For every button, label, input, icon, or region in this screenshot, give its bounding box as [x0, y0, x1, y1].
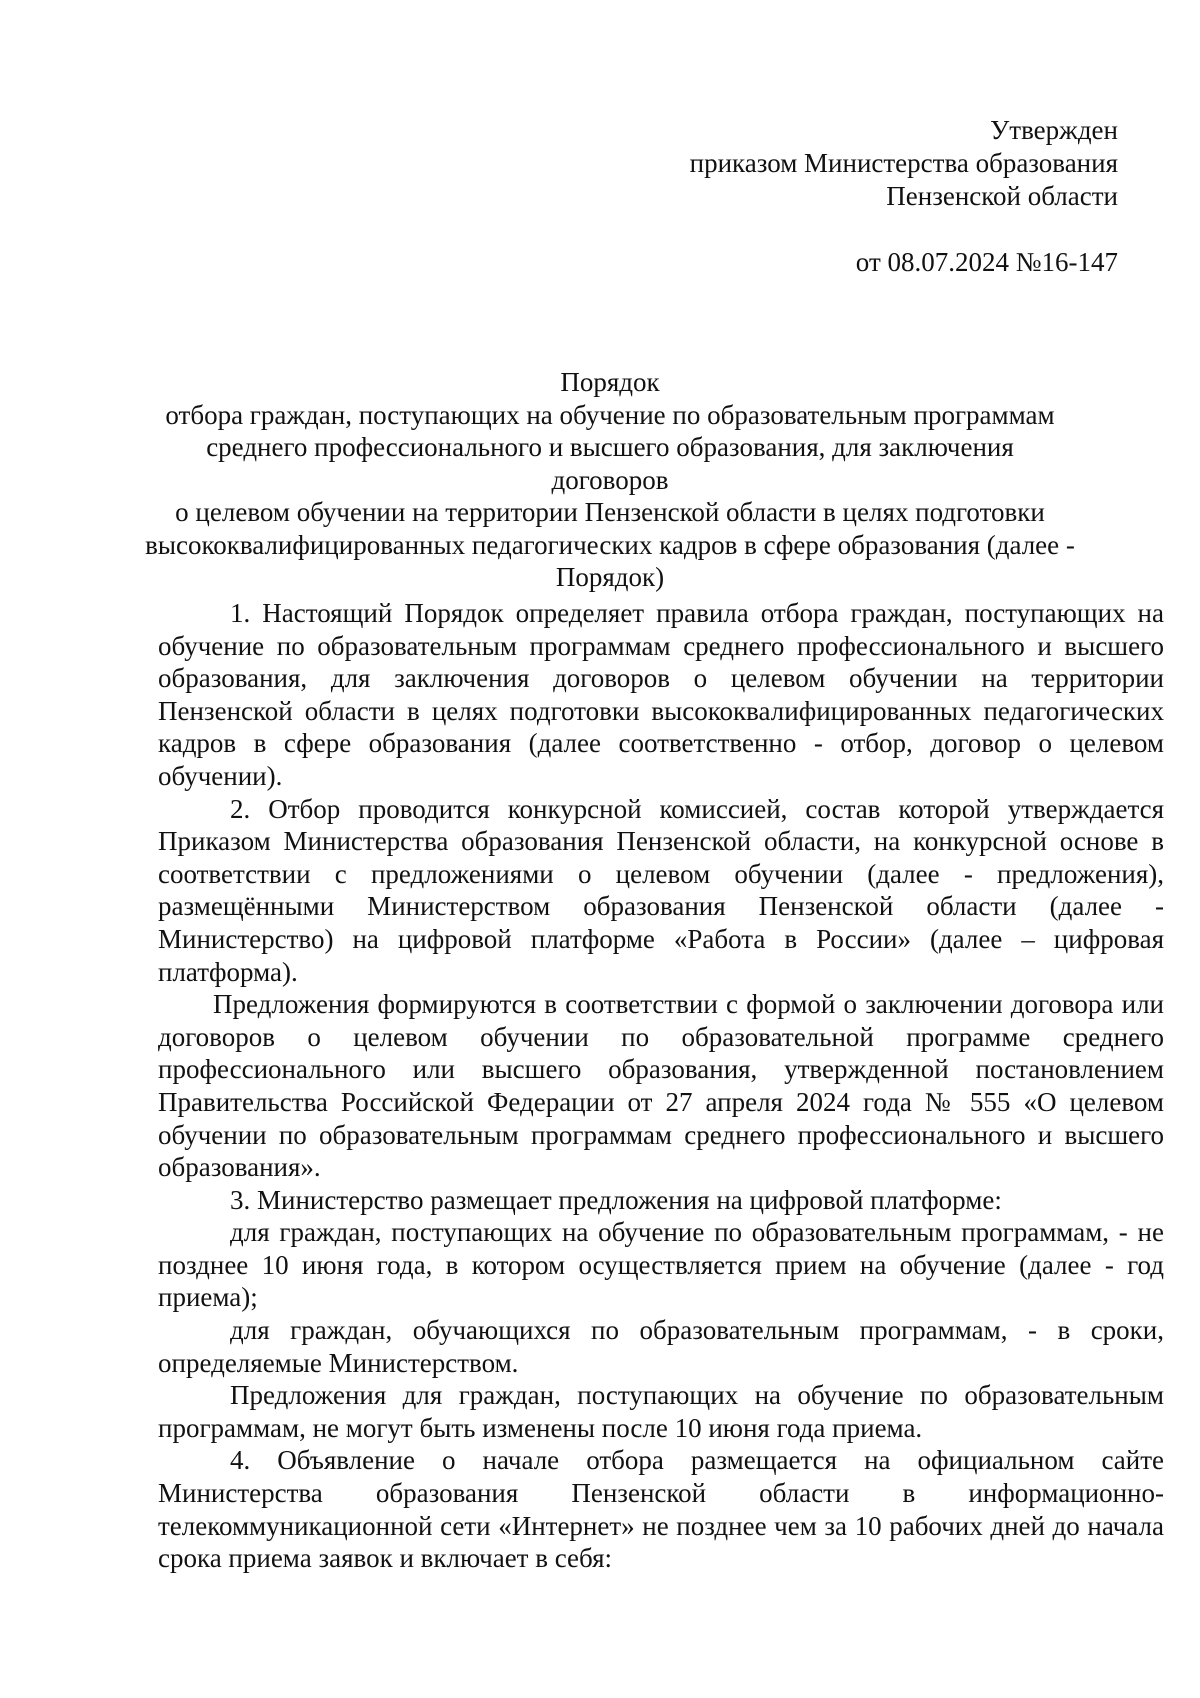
paragraph-3-item-applicants: для граждан, поступающих на обучение по образовательным программам, - не позднее 10 июня года, в котором осуществляется прием на обучение (далее - год приема); [158, 1217, 1164, 1313]
document-title [145, 366, 1075, 594]
paragraph-1: 1. Настоящий Порядок определяет правила отбора граждан, поступающих на обучение по образовательным программам среднего профессионального и высшего образования, для заключения договоров о целевом обучении на территории Пензенской области в целях подготовки высококвалифицированных педагогических кадров в сфере образования (далее соответственно - отбор, договор о целевом обучении). [158, 598, 1164, 791]
title-line: высококвалифицированных педагогических кадров в сфере образования (далее - [145, 529, 1075, 560]
title-heading: Порядок [560, 367, 660, 397]
paragraph-3: 3. Министерство размещает предложения на цифровой платформе: [230, 1184, 1002, 1215]
paragraph-3-item-students: для граждан, обучающихся по образовательным программам, - в сроки, определяемые Министерством. [158, 1315, 1164, 1378]
approval-stamp-block [690, 114, 1118, 279]
document-body [158, 597, 1164, 1575]
paragraph-3-note: Предложения для граждан, поступающих на обучение по образовательным программам, не могут быть изменены после 10 июня года приема. [158, 1380, 1164, 1443]
approval-line-approved: Утвержден [990, 115, 1118, 145]
title-line: Порядок) [555, 562, 665, 592]
approval-line-order: приказом Министерства образования [689, 148, 1118, 178]
title-line: среднего профессионального и высшего образования, для заключения договоров [206, 432, 1014, 495]
approval-line-region: Пензенской области [886, 181, 1118, 211]
paragraph-2: 2. Отбор проводится конкурсной комиссией, состав которой утверждается Приказом Министерства образования Пензенской области, на конкурсной основе в соответствии с предложениями о целевом обучении (далее - предложения), размещёнными Министерством образования Пензенской области (далее - Министерство) на цифровой платформе «Работа в России» (далее – цифровая платформа). [158, 793, 1164, 987]
title-line: о целевом обучении на территории Пензенской области в целях подготовки [175, 497, 1045, 527]
paragraph-4: 4. Объявление о начале отбора размещается на официальном сайте Министерства образования Пензенской области в информационно-телекоммуникационной сети «Интернет» не позднее чем за 10 рабочих дней до начала срока приема заявок и включает в себя: [158, 1445, 1164, 1574]
title-line: отбора граждан, поступающих на обучение по образовательным программам [165, 399, 1055, 430]
approval-date-number: от 08.07.2024 №16-147 [855, 247, 1118, 277]
paragraph-proposals-form: Предложения формируются в соответствии с формой о заключении договора или договоров о целевом обучении по образовательной программе среднего профессионального или высшего образования, утвержденной постановлением Правительства Российской Федерации от 27 апреля 2024 года № 555 «О целевом обучении по образовательным программам среднего профессионального и высшего образования». [158, 989, 1164, 1183]
